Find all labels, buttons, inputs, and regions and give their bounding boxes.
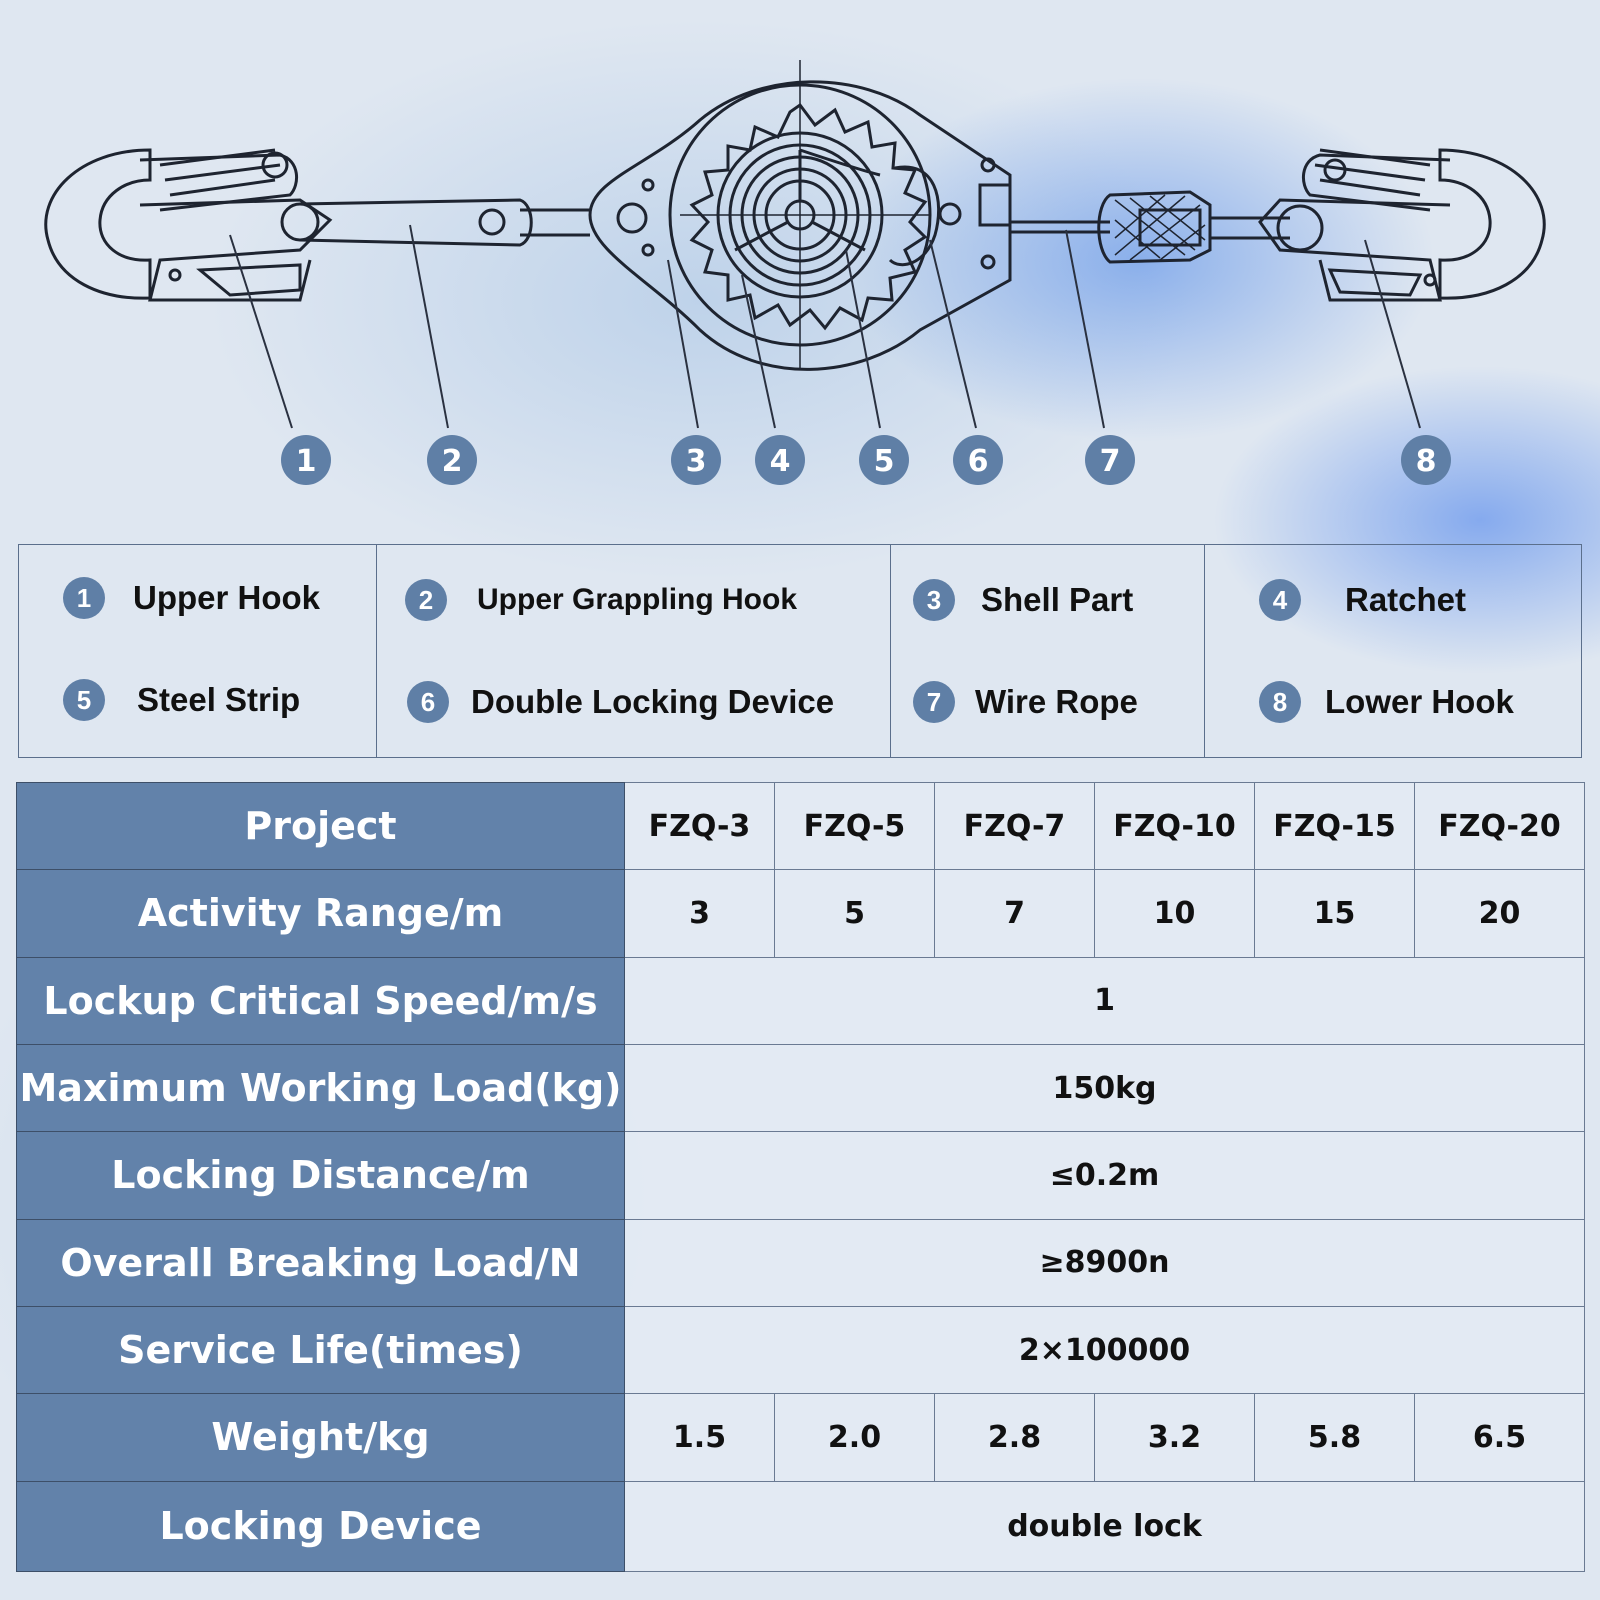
callout-6 xyxy=(953,435,1003,485)
row-header-locking-distance: Locking Distance/m xyxy=(17,1132,625,1219)
wire-rope-drawing xyxy=(1010,192,1290,262)
callout-1 xyxy=(281,435,331,485)
callout-2 xyxy=(427,435,477,485)
legend-column-1 xyxy=(19,545,377,757)
callout-5-label: 5 xyxy=(873,444,895,479)
callout-2-label: 2 xyxy=(441,444,463,479)
legend-column-4 xyxy=(1205,545,1583,757)
legend-label-upper-grappling-hook: Upper Grappling Hook xyxy=(477,583,798,616)
legend-item-wire-rope xyxy=(913,681,1138,723)
spec-table xyxy=(16,782,1585,1572)
model-fzq-15: FZQ-15 xyxy=(1255,783,1415,870)
legend-label-shell-part: Shell Part xyxy=(981,581,1134,618)
legend-item-shell-part xyxy=(913,579,1133,621)
table-row-locking-distance xyxy=(17,1132,1585,1219)
row-header-breaking-load: Overall Breaking Load/N xyxy=(17,1219,625,1306)
activity-range-value: 7 xyxy=(935,870,1095,957)
row-header-weight: Weight/kg xyxy=(17,1394,625,1481)
table-row-activity-range xyxy=(17,870,1585,957)
callout-3 xyxy=(671,435,721,485)
callout-3-label: 3 xyxy=(685,444,707,479)
callout-4 xyxy=(755,435,805,485)
service-life-value: 2×100000 xyxy=(625,1306,1585,1393)
legend-number-2: 2 xyxy=(405,579,447,621)
model-fzq-20: FZQ-20 xyxy=(1415,783,1585,870)
row-header-activity-range: Activity Range/m xyxy=(17,870,625,957)
table-row-locking-device xyxy=(17,1481,1585,1571)
weight-value: 2.0 xyxy=(775,1394,935,1481)
activity-range-value: 10 xyxy=(1095,870,1255,957)
legend-number-1: 1 xyxy=(63,577,105,619)
table-row-breaking-load xyxy=(17,1219,1585,1306)
model-fzq-7: FZQ-7 xyxy=(935,783,1095,870)
table-row-weight xyxy=(17,1394,1585,1481)
legend-number-5: 5 xyxy=(63,679,105,721)
callout-8-label: 8 xyxy=(1415,444,1437,479)
lower-hook-drawing xyxy=(1260,150,1544,300)
weight-value: 1.5 xyxy=(625,1394,775,1481)
weight-value: 3.2 xyxy=(1095,1394,1255,1481)
callout-1-label: 1 xyxy=(295,444,317,479)
legend-number-6: 6 xyxy=(407,681,449,723)
activity-range-value: 5 xyxy=(775,870,935,957)
table-row-lockup-speed xyxy=(17,957,1585,1044)
legend-number-4: 4 xyxy=(1259,579,1301,621)
activity-range-value: 15 xyxy=(1255,870,1415,957)
activity-range-value: 20 xyxy=(1415,870,1585,957)
legend-label-double-locking-device: Double Locking Device xyxy=(471,683,835,720)
legend-item-double-locking-device xyxy=(407,681,834,723)
model-fzq-5: FZQ-5 xyxy=(775,783,935,870)
upper-hook-drawing xyxy=(46,150,330,300)
parts-legend xyxy=(18,544,1582,758)
legend-item-upper-hook xyxy=(63,577,320,619)
callout-5 xyxy=(859,435,909,485)
callout-6-label: 6 xyxy=(967,444,989,479)
callout-7-label: 7 xyxy=(1099,444,1121,479)
locking-device-value: double lock xyxy=(625,1481,1585,1571)
legend-column-2 xyxy=(377,545,891,757)
row-header-locking-device: Locking Device xyxy=(17,1481,625,1571)
weight-value: 6.5 xyxy=(1415,1394,1585,1481)
table-row-service-life xyxy=(17,1306,1585,1393)
legend-item-lower-hook xyxy=(1259,681,1514,723)
locking-distance-value: ≤0.2m xyxy=(625,1132,1585,1219)
legend-label-upper-hook: Upper Hook xyxy=(133,579,321,616)
legend-number-7: 7 xyxy=(913,681,955,723)
legend-column-3 xyxy=(891,545,1205,757)
shell-drawing xyxy=(590,60,1010,370)
model-fzq-10: FZQ-10 xyxy=(1095,783,1255,870)
callout-8 xyxy=(1401,435,1451,485)
legend-number-8: 8 xyxy=(1259,681,1301,723)
legend-number-3: 3 xyxy=(913,579,955,621)
table-row-project xyxy=(17,783,1585,870)
legend-label-lower-hook: Lower Hook xyxy=(1325,683,1514,720)
legend-item-steel-strip xyxy=(63,679,300,721)
weight-value: 5.8 xyxy=(1255,1394,1415,1481)
row-header-max-load: Maximum Working Load(kg) xyxy=(17,1044,625,1131)
callout-7 xyxy=(1085,435,1135,485)
row-header-project: Project xyxy=(17,783,625,870)
legend-item-ratchet xyxy=(1259,579,1466,621)
row-header-lockup-speed: Lockup Critical Speed/m/s xyxy=(17,957,625,1044)
breaking-load-value: ≥8900n xyxy=(625,1219,1585,1306)
max-load-value: 150kg xyxy=(625,1044,1585,1131)
model-fzq-3: FZQ-3 xyxy=(625,783,775,870)
product-diagram xyxy=(0,0,1600,520)
legend-label-steel-strip: Steel Strip xyxy=(137,681,301,718)
table-row-max-load xyxy=(17,1044,1585,1131)
activity-range-value: 3 xyxy=(625,870,775,957)
legend-label-wire-rope: Wire Rope xyxy=(975,683,1138,720)
legend-item-upper-grappling-hook xyxy=(405,579,797,621)
row-header-service-life: Service Life(times) xyxy=(17,1306,625,1393)
legend-label-ratchet: Ratchet xyxy=(1345,581,1467,618)
weight-value: 2.8 xyxy=(935,1394,1095,1481)
lockup-speed-value: 1 xyxy=(625,957,1585,1044)
callout-4-label: 4 xyxy=(769,444,791,479)
